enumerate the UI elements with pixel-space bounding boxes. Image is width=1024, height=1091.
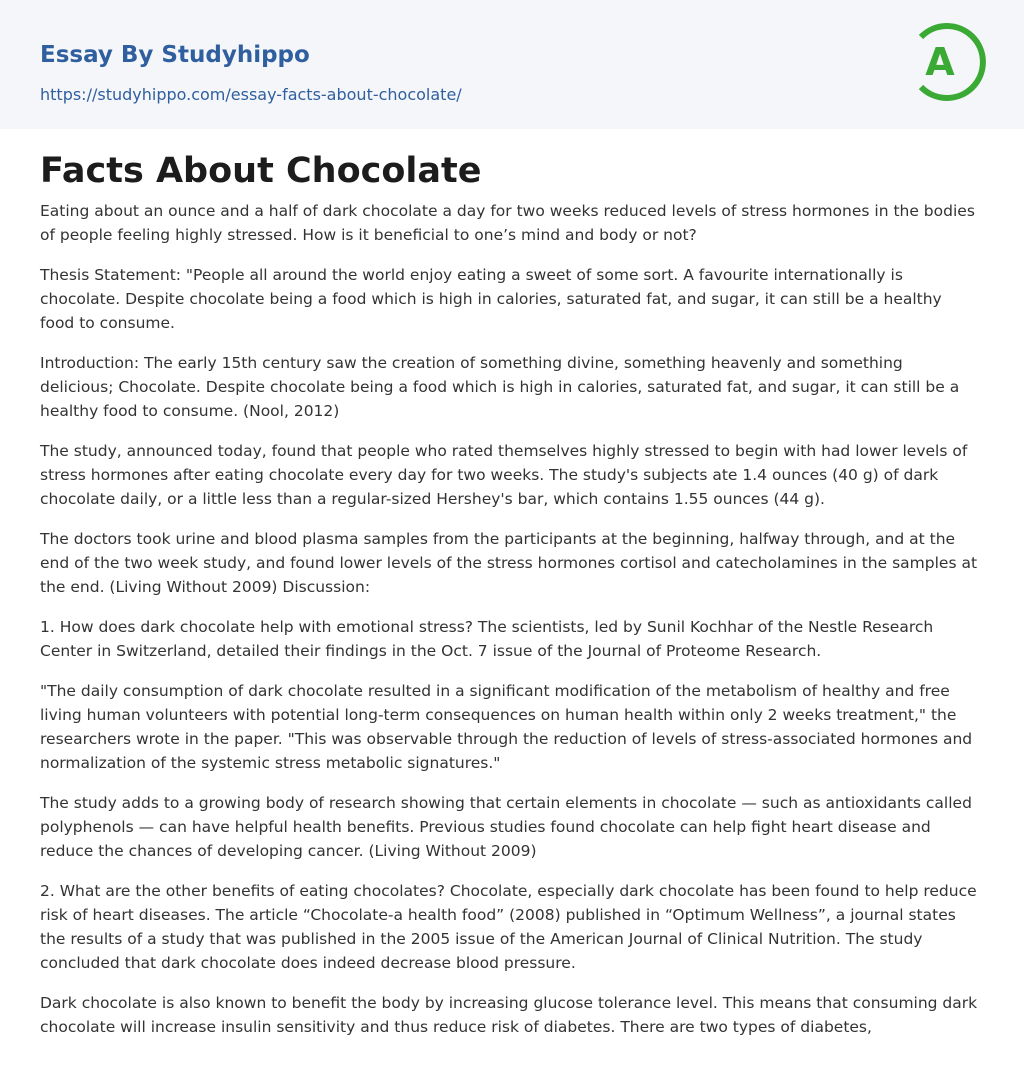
article-paragraph: 1. How does dark chocolate help with emotional stress? The scientists, led by Sunil Kochhar of the Nestle Research Center in Switzerland, detailed their findings in the Oct. 7 issue of the Journal of Proteome Research. (40, 618, 934, 660)
site-brand[interactable]: Essay By Studyhippo (40, 42, 310, 68)
article (0, 151, 1024, 1039)
article-paragraph: Thesis Statement: "People all around the world enjoy eating a sweet of some sort. A favourite internationally is chocolate. Despite chocolate being a food which is high in calories, saturated fat, and sugar, it can still be a healthy food to consume. (40, 266, 942, 332)
page-header (0, 0, 1024, 129)
article-paragraph: Dark chocolate is also known to benefit the body by increasing glucose tolerance level. This means that consuming dark chocolate will increase insulin sensitivity and thus reduce risk of diabetes. There are two types of diabetes, (40, 994, 978, 1036)
article-paragraph: Introduction: The early 15th century saw the creation of something divine, something heavenly and something delicious; Chocolate. Despite chocolate being a food which is high in calories, saturated fat, and sugar, it can still be a healthy food to consume. (Nool, 2012) (40, 354, 960, 420)
studyhippo-logo[interactable] (911, 19, 987, 105)
article-paragraph: 2. What are the other benefits of eating chocolates? Chocolate, especially dark chocolate has been found to help reduce risk of heart diseases. The article “Chocolate-a health food” (2008) published in “Optimum Wellness”, a journal states the results of a study that was published in the 2005 issue of the American Journal of Clinical Nutrition. The study concluded that dark chocolate does indeed decrease blood pressure. (40, 882, 977, 972)
article-title: Facts About Chocolate (40, 151, 482, 191)
article-paragraph: "The daily consumption of dark chocolate resulted in a significant modification of the metabolism of healthy and free living human volunteers with potential long-term consequences on human health within only 2 weeks treatment," the researchers wrote in the paper. "This was observable through the reduction of levels of stress-associated hormones and normalization of the systemic stress metabolic signatures." (40, 682, 973, 772)
article-paragraph: Eating about an ounce and a half of dark chocolate a day for two weeks reduced levels of stress hormones in the bodies of people feeling highly stressed. How is it beneficial to one’s mind and body or not? (40, 202, 975, 244)
article-paragraph: The study, announced today, found that people who rated themselves highly stressed to begin with had lower levels of stress hormones after eating chocolate every day for two weeks. The study's subjects ate 1.4 ounces (40 g) of dark chocolate daily, or a little less than a regular-sized Hershey's bar, which contains 1.55 ounces (44 g). (40, 442, 968, 508)
essay-url-link[interactable]: https://studyhippo.com/essay-facts-about-chocolate/ (40, 85, 462, 104)
article-paragraph: The doctors took urine and blood plasma samples from the participants at the beginning, halfway through, and at the end of the two week study, and found lower levels of the stress hormones cortisol and catecholamines in the samples at the end. (Living Without 2009) Discussion: (40, 530, 978, 596)
article-paragraph: The study adds to a growing body of research showing that certain elements in chocolate — such as antioxidants called polyphenols — can have helpful health benefits. Previous studies found chocolate can help fight heart disease and reduce the chances of developing cancer. (Living Without 2009) (40, 794, 972, 860)
logo-letter: A (925, 40, 955, 84)
logo-ring-icon (911, 19, 987, 105)
